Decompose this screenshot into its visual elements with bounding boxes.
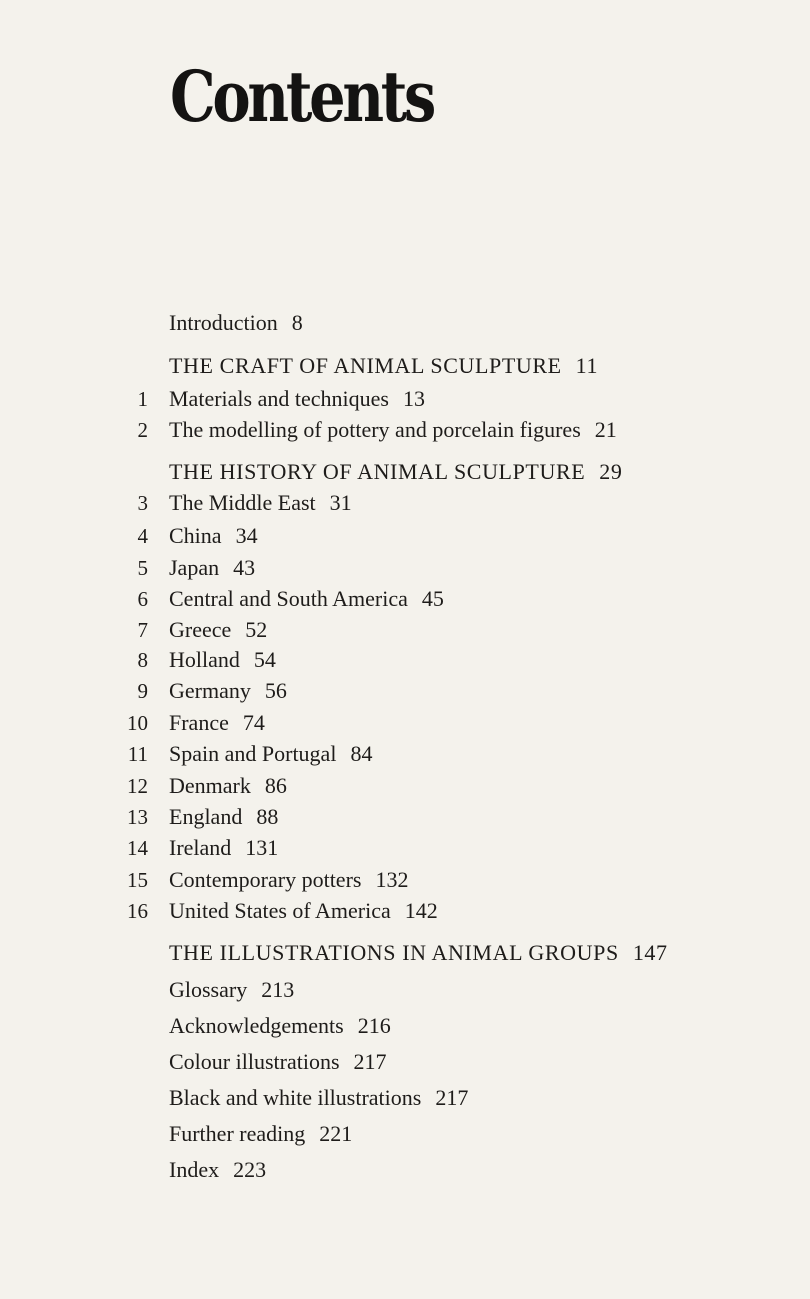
entry-title: Contemporary potters — [169, 867, 362, 892]
toc-entry-chapter-15 — [0, 865, 810, 895]
chapter-number: 16 — [127, 899, 148, 923]
entry-label — [169, 771, 287, 801]
page-number: 56 — [264, 678, 287, 703]
page-number: 31 — [329, 490, 352, 515]
entry-title: Denmark — [169, 773, 251, 798]
toc-entry-index — [0, 1155, 810, 1185]
entry-title: Materials and techniques — [169, 386, 389, 411]
page-number: 88 — [256, 804, 279, 829]
chapter-number: 7 — [137, 618, 148, 642]
page-number: 213 — [261, 977, 295, 1002]
entry-title: Colour illustrations — [169, 1049, 340, 1074]
toc-entry-chapter-1 — [0, 384, 810, 414]
entry-label — [169, 645, 276, 675]
entry-label — [169, 384, 425, 414]
page-number: 217 — [435, 1085, 469, 1110]
entry-title: Glossary — [169, 977, 248, 1002]
entry-label — [169, 553, 255, 583]
toc-entry-chapter-6 — [0, 584, 810, 614]
entry-label — [169, 1119, 352, 1149]
page-number: 13 — [402, 386, 425, 411]
page-number: 142 — [404, 898, 438, 923]
entry-title: Holland — [169, 647, 240, 672]
toc-entry-chapter-10 — [0, 708, 810, 738]
chapter-number: 9 — [137, 679, 148, 703]
chapter-number: 10 — [127, 711, 148, 735]
page-number: 131 — [245, 835, 279, 860]
entry-title: Ireland — [169, 835, 232, 860]
toc-entry-introduction — [0, 308, 810, 338]
toc-entry-bw-illustrations — [0, 1083, 810, 1113]
chapter-number: 14 — [127, 836, 148, 860]
entry-label — [169, 676, 287, 706]
chapter-number: 5 — [137, 556, 148, 580]
toc-entry-chapter-11 — [0, 739, 810, 769]
entry-title: The Middle East — [169, 490, 316, 515]
entry-title: Further reading — [169, 1121, 306, 1146]
entry-title: Black and white illustrations — [169, 1085, 422, 1110]
entry-title: Central and South America — [169, 586, 408, 611]
page-number: 29 — [599, 459, 623, 484]
page-number: 11 — [575, 353, 599, 378]
chapter-number: 13 — [127, 805, 148, 829]
entry-label — [169, 833, 278, 863]
toc-section-history — [0, 457, 810, 487]
page-number: 8 — [291, 310, 303, 335]
entry-title: Index — [169, 1157, 220, 1182]
page-number: 54 — [253, 647, 276, 672]
chapter-number: 8 — [137, 648, 148, 672]
chapter-number: 6 — [137, 587, 148, 611]
toc-entry-chapter-13 — [0, 802, 810, 832]
chapter-number: 12 — [127, 774, 148, 798]
page-number: 74 — [242, 710, 265, 735]
page-number: 132 — [375, 867, 409, 892]
chapter-number: 1 — [137, 387, 148, 411]
entry-label — [169, 708, 265, 738]
toc-entry-chapter-14 — [0, 833, 810, 863]
entry-title: Introduction — [169, 310, 278, 335]
entry-label — [169, 521, 258, 551]
page-number: 52 — [245, 617, 268, 642]
page-number: 86 — [264, 773, 287, 798]
entry-title: United States of America — [169, 898, 391, 923]
page-number: 217 — [353, 1049, 387, 1074]
toc-entry-chapter-4 — [0, 521, 810, 551]
entry-label — [169, 488, 352, 518]
entry-title: China — [169, 523, 222, 548]
toc-entry-chapter-9 — [0, 676, 810, 706]
page-number: 223 — [233, 1157, 267, 1182]
toc-entry-chapter-3 — [0, 488, 810, 518]
chapter-number: 2 — [137, 418, 148, 442]
toc-entry-chapter-2 — [0, 415, 810, 445]
section-title: THE ILLUSTRATIONS IN ANIMAL GROUPS — [169, 940, 619, 965]
entry-title: Japan — [169, 555, 220, 580]
entry-label — [169, 802, 278, 832]
entry-label — [169, 975, 294, 1005]
entry-title: Spain and Portugal — [169, 741, 337, 766]
chapter-number: 4 — [137, 524, 148, 548]
chapter-number: 3 — [137, 491, 148, 515]
entry-title: Greece — [169, 617, 232, 642]
page-number: 221 — [319, 1121, 353, 1146]
page-number: 43 — [233, 555, 256, 580]
entry-title: France — [169, 710, 229, 735]
page-number: 216 — [357, 1013, 391, 1038]
entry-label — [169, 1047, 387, 1077]
page-number: 34 — [235, 523, 258, 548]
chapter-number: 15 — [127, 868, 148, 892]
section-title: THE HISTORY OF ANIMAL SCULPTURE — [169, 459, 586, 484]
toc-section-illustrations — [0, 938, 810, 968]
entry-label — [169, 584, 444, 614]
toc-entry-acknowledgements — [0, 1011, 810, 1041]
toc-entry-further-reading — [0, 1119, 810, 1149]
page-title: Contents — [170, 55, 434, 138]
toc-entry-chapter-12 — [0, 771, 810, 801]
entry-title: England — [169, 804, 243, 829]
page-number: 147 — [632, 940, 668, 965]
toc-entry-chapter-7 — [0, 615, 810, 645]
section-title: THE CRAFT OF ANIMAL SCULPTURE — [169, 353, 562, 378]
entry-label — [169, 739, 372, 769]
entry-label — [169, 457, 622, 487]
entry-label — [169, 865, 408, 895]
entry-label — [169, 351, 598, 381]
entry-label — [169, 1155, 266, 1185]
page-number: 21 — [594, 417, 617, 442]
entry-label — [169, 896, 438, 926]
entry-label — [169, 938, 668, 968]
entry-title: Germany — [169, 678, 251, 703]
toc-entry-glossary — [0, 975, 810, 1005]
entry-title: Acknowledgements — [169, 1013, 344, 1038]
toc-entry-colour-illustrations — [0, 1047, 810, 1077]
entry-label — [169, 415, 617, 445]
entry-label — [169, 1083, 468, 1113]
entry-label — [169, 615, 267, 645]
toc-entry-chapter-8 — [0, 645, 810, 675]
page-number: 84 — [350, 741, 373, 766]
toc-section-craft — [0, 351, 810, 381]
entry-label — [169, 308, 303, 338]
toc-entry-chapter-5 — [0, 553, 810, 583]
entry-label — [169, 1011, 391, 1041]
toc-entry-chapter-16 — [0, 896, 810, 926]
chapter-number: 11 — [127, 742, 148, 766]
page-number: 45 — [421, 586, 444, 611]
entry-title: The modelling of pottery and porcelain figures — [169, 417, 581, 442]
